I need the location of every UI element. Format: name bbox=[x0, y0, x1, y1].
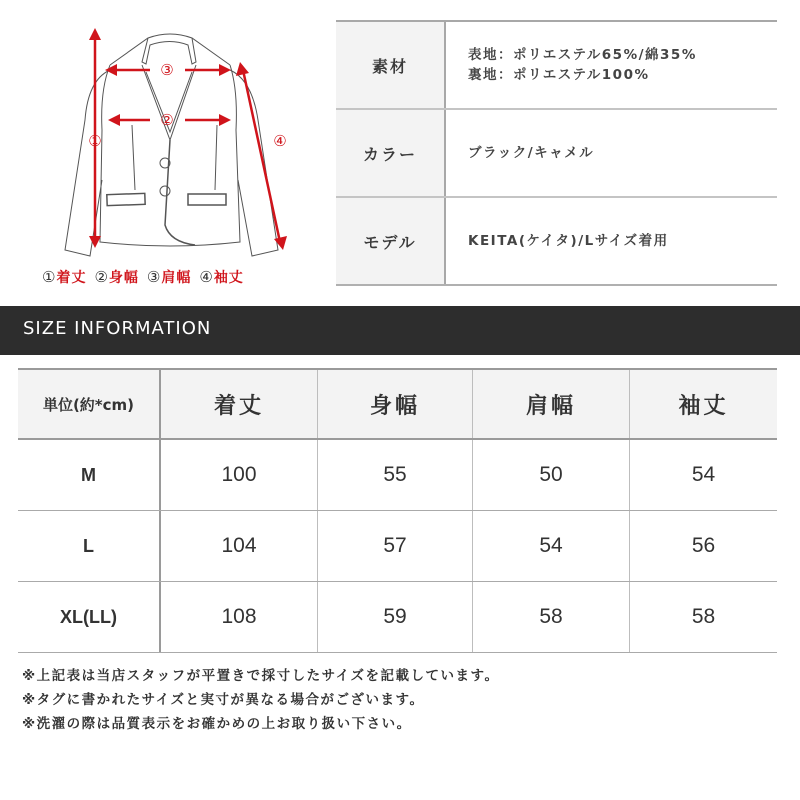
section-title: SIZE INFORMATION bbox=[23, 318, 212, 339]
shoulder-value: 58 bbox=[473, 582, 630, 652]
note-line: ※洗濯の際は品質表示をお確かめの上お取り扱い下さい。 bbox=[22, 716, 412, 732]
spec-label: 素材 bbox=[336, 22, 446, 108]
spec-row-color bbox=[336, 110, 777, 198]
header-shoulder: 肩幅 bbox=[473, 370, 630, 438]
sleeve-value: 58 bbox=[691, 605, 716, 628]
spec-value-line: ブラック/キャメル bbox=[468, 145, 595, 161]
legend-item-shoulder: ③ 肩幅 bbox=[146, 268, 192, 286]
legend-item-length: ① 着丈 bbox=[42, 268, 87, 286]
table-row bbox=[18, 582, 777, 653]
size-label: XL(LL) bbox=[18, 582, 161, 652]
header-length: 着丈 bbox=[161, 370, 318, 438]
product-spec-table bbox=[336, 20, 777, 286]
marker-4: ④ bbox=[273, 132, 287, 150]
spec-value-line: 裏地：ポリエステル100% bbox=[468, 67, 650, 83]
spec-label: カラー bbox=[336, 110, 446, 196]
header-chest: 身幅 bbox=[318, 370, 473, 438]
length-value: 100 bbox=[161, 440, 318, 510]
marker-2: ② bbox=[160, 111, 174, 129]
chest-value: 59 bbox=[318, 582, 473, 652]
table-row bbox=[18, 511, 777, 582]
length-value: 108 bbox=[161, 582, 318, 652]
header-unit: 単位(約*cm) bbox=[18, 370, 161, 438]
length-value: 104 bbox=[161, 511, 318, 581]
size-label: M bbox=[18, 440, 161, 510]
legend-item-sleeve: ④ 袖丈 bbox=[199, 268, 244, 286]
size-notes bbox=[22, 664, 722, 736]
size-table-header bbox=[18, 370, 777, 440]
spec-label: モデル bbox=[336, 198, 446, 284]
sleeve-value: 54 bbox=[691, 463, 716, 486]
spec-value-line: 表地：ポリエステル65%/綿35% bbox=[468, 47, 697, 63]
spec-row-model bbox=[336, 198, 777, 286]
shoulder-value: 54 bbox=[473, 511, 630, 581]
jacket-measurement-diagram bbox=[30, 20, 320, 290]
measurement-legend bbox=[42, 267, 312, 287]
spec-value bbox=[446, 110, 777, 196]
chest-value: 57 bbox=[318, 511, 473, 581]
spec-value bbox=[446, 198, 777, 284]
note-line: ※タグに書かれたサイズと実寸が異なる場合がございます。 bbox=[22, 692, 425, 708]
chest-value: 55 bbox=[318, 440, 473, 510]
note-line: ※上記表は当店スタッフが平置きで採寸したサイズを記載しています。 bbox=[22, 668, 500, 684]
header-sleeve: 袖丈 bbox=[678, 393, 729, 419]
jacket-illustration bbox=[30, 20, 320, 260]
spec-value-line: KEITA(ケイタ)/Lサイズ着用 bbox=[468, 233, 669, 249]
spec-value bbox=[446, 22, 777, 108]
size-label: L bbox=[18, 511, 161, 581]
shoulder-value: 50 bbox=[473, 440, 630, 510]
legend-item-chest: ② 身幅 bbox=[94, 268, 139, 286]
spec-row-material bbox=[336, 22, 777, 110]
marker-1: ① bbox=[88, 132, 102, 150]
size-table bbox=[18, 368, 777, 653]
size-information-banner bbox=[0, 306, 800, 355]
sleeve-value: 56 bbox=[691, 534, 716, 557]
table-row bbox=[18, 440, 777, 511]
marker-3: ③ bbox=[160, 61, 174, 79]
